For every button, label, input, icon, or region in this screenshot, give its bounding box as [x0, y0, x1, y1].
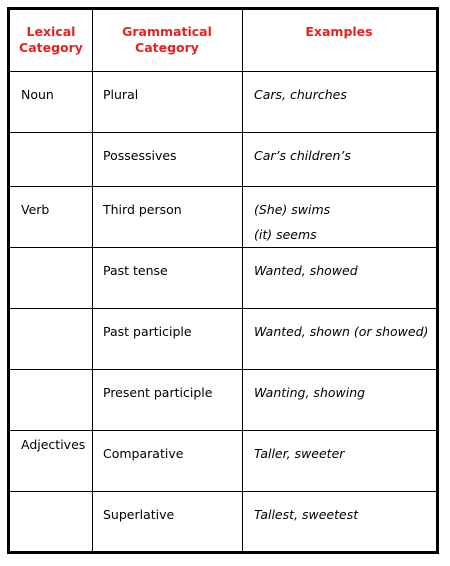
row-divider: [10, 369, 436, 370]
row-1-grammatical: Plural: [103, 87, 139, 102]
row-6-grammatical: Present participle: [103, 385, 213, 400]
row-4-example: Wanted, showed: [254, 263, 358, 278]
row-8-grammatical: Superlative: [103, 507, 175, 522]
row-divider: [10, 308, 436, 309]
row-2-example: Car’s children’s: [254, 148, 351, 163]
row-4-grammatical: Past tense: [103, 263, 168, 278]
row-divider: [10, 132, 436, 133]
row-7-grammatical: Comparative: [103, 446, 184, 461]
row-divider: [10, 491, 436, 492]
grammar-table: [7, 7, 439, 554]
row-divider: [10, 71, 436, 72]
row-3-example-line1: (She) swims: [254, 202, 331, 217]
header-grammatical-line2: Category: [135, 40, 199, 55]
header-lexical-line2: Category: [19, 40, 83, 55]
row-divider: [10, 186, 436, 187]
row-6-example: Wanting, showing: [254, 385, 366, 400]
row-8-example: Tallest, sweetest: [254, 507, 359, 522]
row-3-example-line2: (it) seems: [254, 227, 317, 242]
row-1-example: Cars, churches: [254, 87, 347, 102]
column-divider: [242, 10, 243, 551]
header-examples: Examples: [305, 24, 373, 39]
table-grid: [10, 10, 436, 551]
row-3-grammatical: Third person: [103, 202, 182, 217]
row-1-lexical: Noun: [21, 87, 54, 102]
row-5-example: Wanted, shown (or showed): [254, 324, 429, 339]
header-grammatical-line1: Grammatical: [122, 24, 212, 39]
row-7-example: Taller, sweeter: [254, 446, 345, 461]
row-5-grammatical: Past participle: [103, 324, 192, 339]
row-7-lexical: Adjectives: [21, 437, 86, 452]
row-divider: [10, 247, 436, 248]
row-divider: [10, 430, 436, 431]
column-divider: [92, 10, 93, 551]
header-grammatical-category: [92, 24, 242, 56]
header-lexical-line1: Lexical: [26, 24, 76, 39]
row-3-lexical: Verb: [21, 202, 50, 217]
header-lexical-category: [10, 24, 92, 56]
row-2-grammatical: Possessives: [103, 148, 177, 163]
